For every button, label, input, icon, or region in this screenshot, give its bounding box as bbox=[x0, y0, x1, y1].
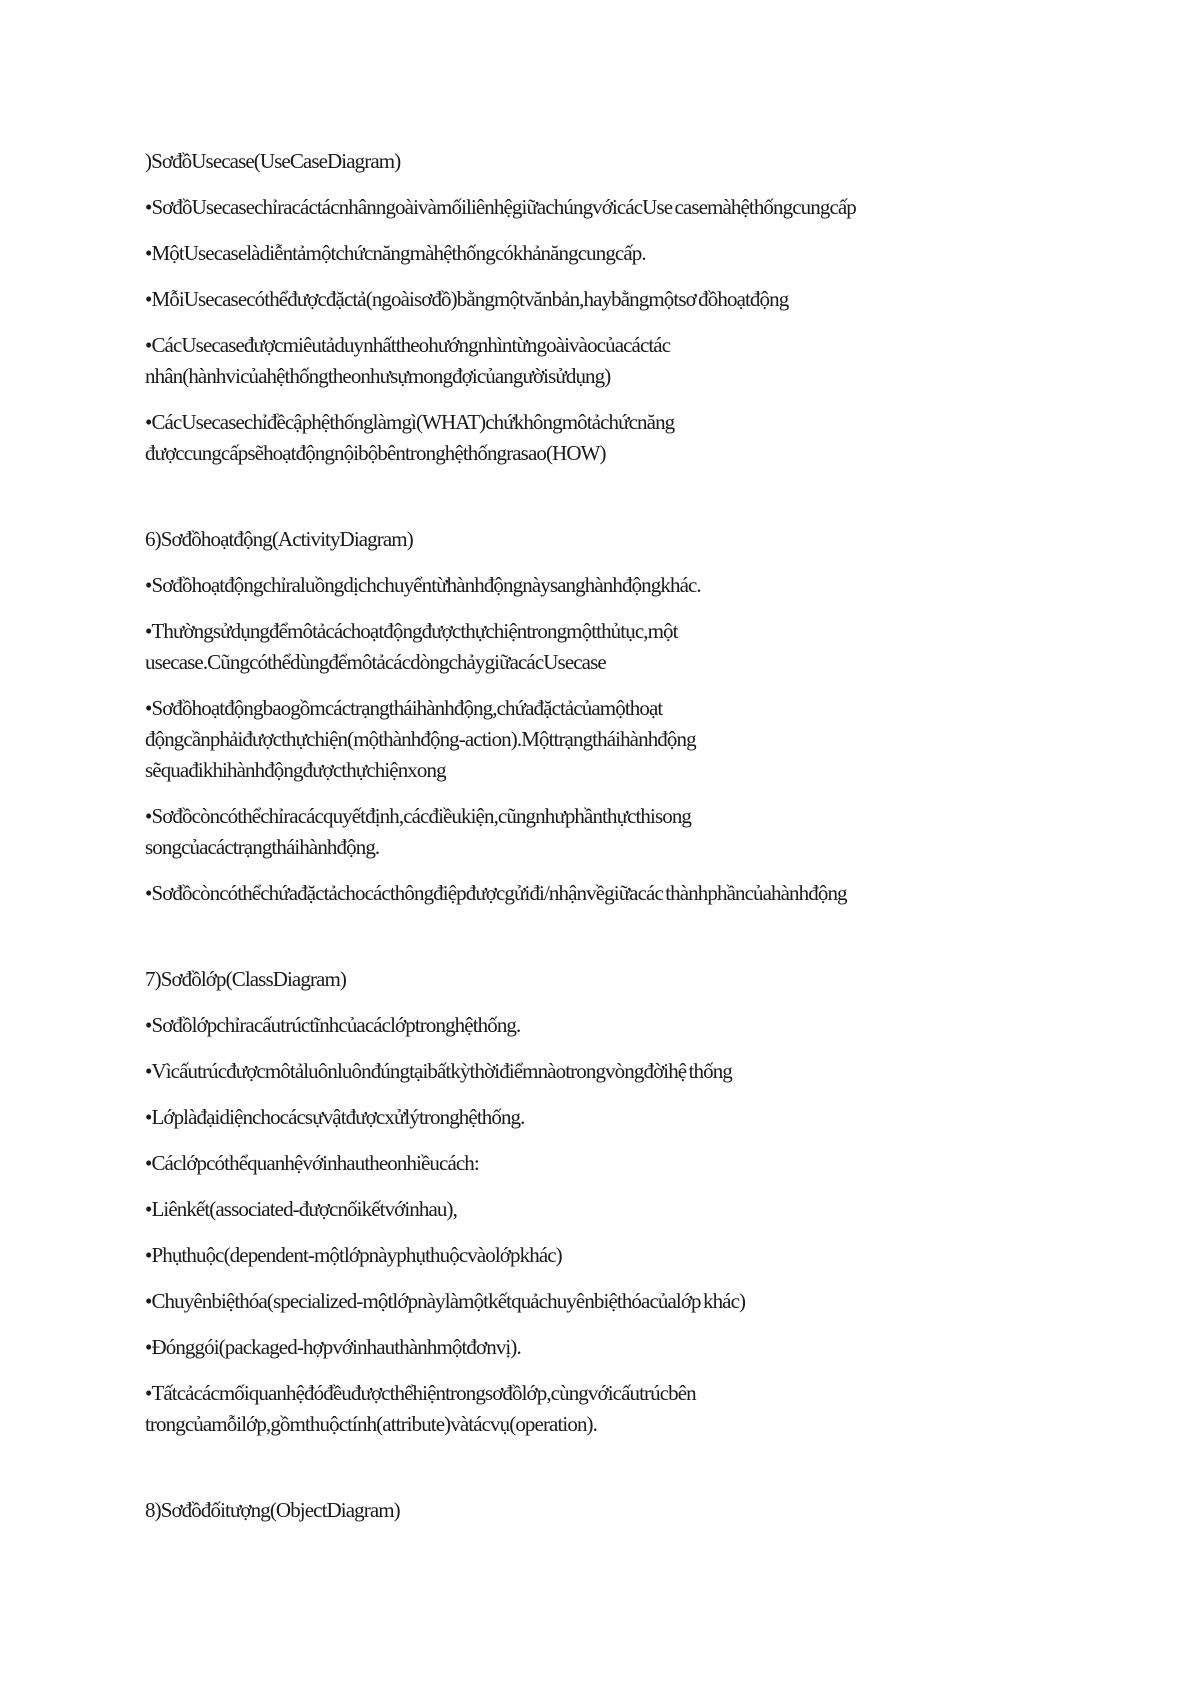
bullet-paragraph bbox=[145, 616, 1085, 678]
section-2 bbox=[145, 964, 1085, 1440]
paragraph-line: •SơđồUsecasechỉracáctácnhânngoàivàmốiliênhệgiữachúngvớicácUse casemàhệthốngcungcấp bbox=[145, 195, 856, 219]
section-gap bbox=[145, 1455, 1085, 1495]
bullet-paragraph bbox=[145, 407, 1085, 469]
bullet-paragraph bbox=[145, 693, 1085, 786]
bullet-paragraph bbox=[145, 878, 1085, 909]
section-1 bbox=[145, 524, 1085, 909]
section-heading: 8)Sơđồđốitượng(ObjectDiagram) bbox=[145, 1498, 400, 1522]
section-3 bbox=[145, 1495, 1085, 1526]
paragraph-line: sẽquađikhihànhđộngđượcthựchiệnxong bbox=[145, 758, 446, 782]
section-0 bbox=[145, 146, 1085, 469]
bullet-paragraph bbox=[145, 801, 1085, 863]
paragraph-line: •Tấtcảcácmốiquanhệđóđềuđượcthểhiệntrongsơđồlớp,cùngvớicấutrúcbên bbox=[145, 1381, 696, 1405]
bullet-paragraph bbox=[145, 1194, 1085, 1225]
section-heading: )SơđồUsecase(UseCaseDiagram) bbox=[145, 149, 401, 173]
bullet-paragraph bbox=[145, 570, 1085, 601]
document-body bbox=[145, 146, 1085, 1541]
paragraph-line: •Phụthuộc(dependent-mộtlớpnàyphụthuộcvàolớpkhác) bbox=[145, 1243, 562, 1267]
bullet-paragraph bbox=[145, 238, 1085, 269]
bullet-paragraph bbox=[145, 1332, 1085, 1363]
bullet-paragraph bbox=[145, 1378, 1085, 1440]
section-gap bbox=[145, 924, 1085, 964]
bullet-paragraph bbox=[145, 284, 1085, 315]
paragraph-line: •Sơđồhoạtđộngbaogồmcáctrạngtháihànhđộng,chứađặctảcủamộthoạt bbox=[145, 696, 663, 720]
bullet-paragraph bbox=[145, 330, 1085, 392]
paragraph-line: đượccungcấpsẽhoạtđộngnộibộbêntronghệthốngrasao(HOW) bbox=[145, 441, 606, 465]
bullet-paragraph bbox=[145, 1240, 1085, 1271]
bullet-paragraph bbox=[145, 1056, 1085, 1087]
paragraph-line: •Sơđồhoạtđộngchỉraluồngdịchchuyểntừhànhđộngnàysanghànhđộngkhác. bbox=[145, 573, 701, 597]
paragraph-line: usecase.CũngcóthểdùngđểmôtảcácdòngchảygiữacácUsecase bbox=[145, 650, 606, 674]
paragraph-line: •Cáclớpcóthểquanhệvớinhautheonhiềucách: bbox=[145, 1151, 479, 1175]
paragraph-line: •CácUsecaseđượcmiêutảduynhấttheohướngnhìntừngoàivàocủacáctác bbox=[145, 333, 671, 357]
paragraph-line: •Sơđồcòncóthểchỉracácquyếtđịnh,cácđiềukiện,cũngnhưphầnthựcthisong bbox=[145, 804, 692, 828]
paragraph-line: •Liênkết(associated-đượcnốikếtvớinhau), bbox=[145, 1197, 457, 1221]
paragraph-line: •CácUsecasechỉđềcậphệthốnglàmgì(WHAT)chứkhôngmôtảchứcnăng bbox=[145, 410, 675, 434]
bullet-paragraph bbox=[145, 1286, 1085, 1317]
paragraph-line: •Sơđồcòncóthểchứađặctảchocácthôngđiệpđượcgửiđi/nhậnvềgiữacác thànhphầncủahànhđộng bbox=[145, 881, 847, 905]
bullet-paragraph bbox=[145, 192, 1085, 223]
paragraph-line: •MỗiUsecasecóthểđượcđặctả(ngoàisơđồ)bằngmộtvănbản,haybằngmộtsơ đồhoạtđộng bbox=[145, 287, 789, 311]
paragraph-line: •Vìcấutrúcđượcmôtảluônluônđúngtạibấtkỳthờiđiểmnàotrongvòngđờihệ thống bbox=[145, 1059, 732, 1083]
paragraph-line: độngcầnphảiđượcthựchiện(mộthànhđộng-action).Mộttrạngtháihànhđộng bbox=[145, 727, 696, 751]
bullet-paragraph bbox=[145, 1148, 1085, 1179]
paragraph-line: •Sơđồlớpchỉracấutrúctĩnhcủacáclớptronghệthống. bbox=[145, 1013, 521, 1037]
paragraph-line: •MộtUsecaselàdiễntảmộtchứcnăngmàhệthốngcókhảnăngcungcấp. bbox=[145, 241, 646, 265]
paragraph-line: •Lớplàđạidiệnchocácsựvậtđượcxửlýtronghệthống. bbox=[145, 1105, 525, 1129]
paragraph-line: trongcủamỗilớp,gồmthuộctính(attribute)vàtácvụ(operation). bbox=[145, 1412, 597, 1436]
section-heading: 7)Sơđồlớp(ClassDiagram) bbox=[145, 967, 346, 991]
section-heading: 6)Sơđồhoạtđộng(ActivityDiagram) bbox=[145, 527, 413, 551]
paragraph-line: songcủacáctrạngtháihànhđộng. bbox=[145, 835, 380, 859]
paragraph-line: •Chuyênbiệthóa(specialized-mộtlớpnàylàmộtkếtquảchuyênbiệthóacủalớp khác) bbox=[145, 1289, 746, 1313]
paragraph-line: •Thườngsửdụngđểmôtảcáchoạtđộngđượcthựchiệntrongmộtthủtục,một bbox=[145, 619, 678, 643]
bullet-paragraph bbox=[145, 1010, 1085, 1041]
section-gap bbox=[145, 484, 1085, 524]
paragraph-line: nhân(hànhvicủahệthốngtheonhưsựmongđợicủangườisửdụng) bbox=[145, 364, 611, 388]
paragraph-line: •Đónggói(packaged-hợpvớinhauthànhmộtđơnvị). bbox=[145, 1335, 521, 1359]
bullet-paragraph bbox=[145, 1102, 1085, 1133]
